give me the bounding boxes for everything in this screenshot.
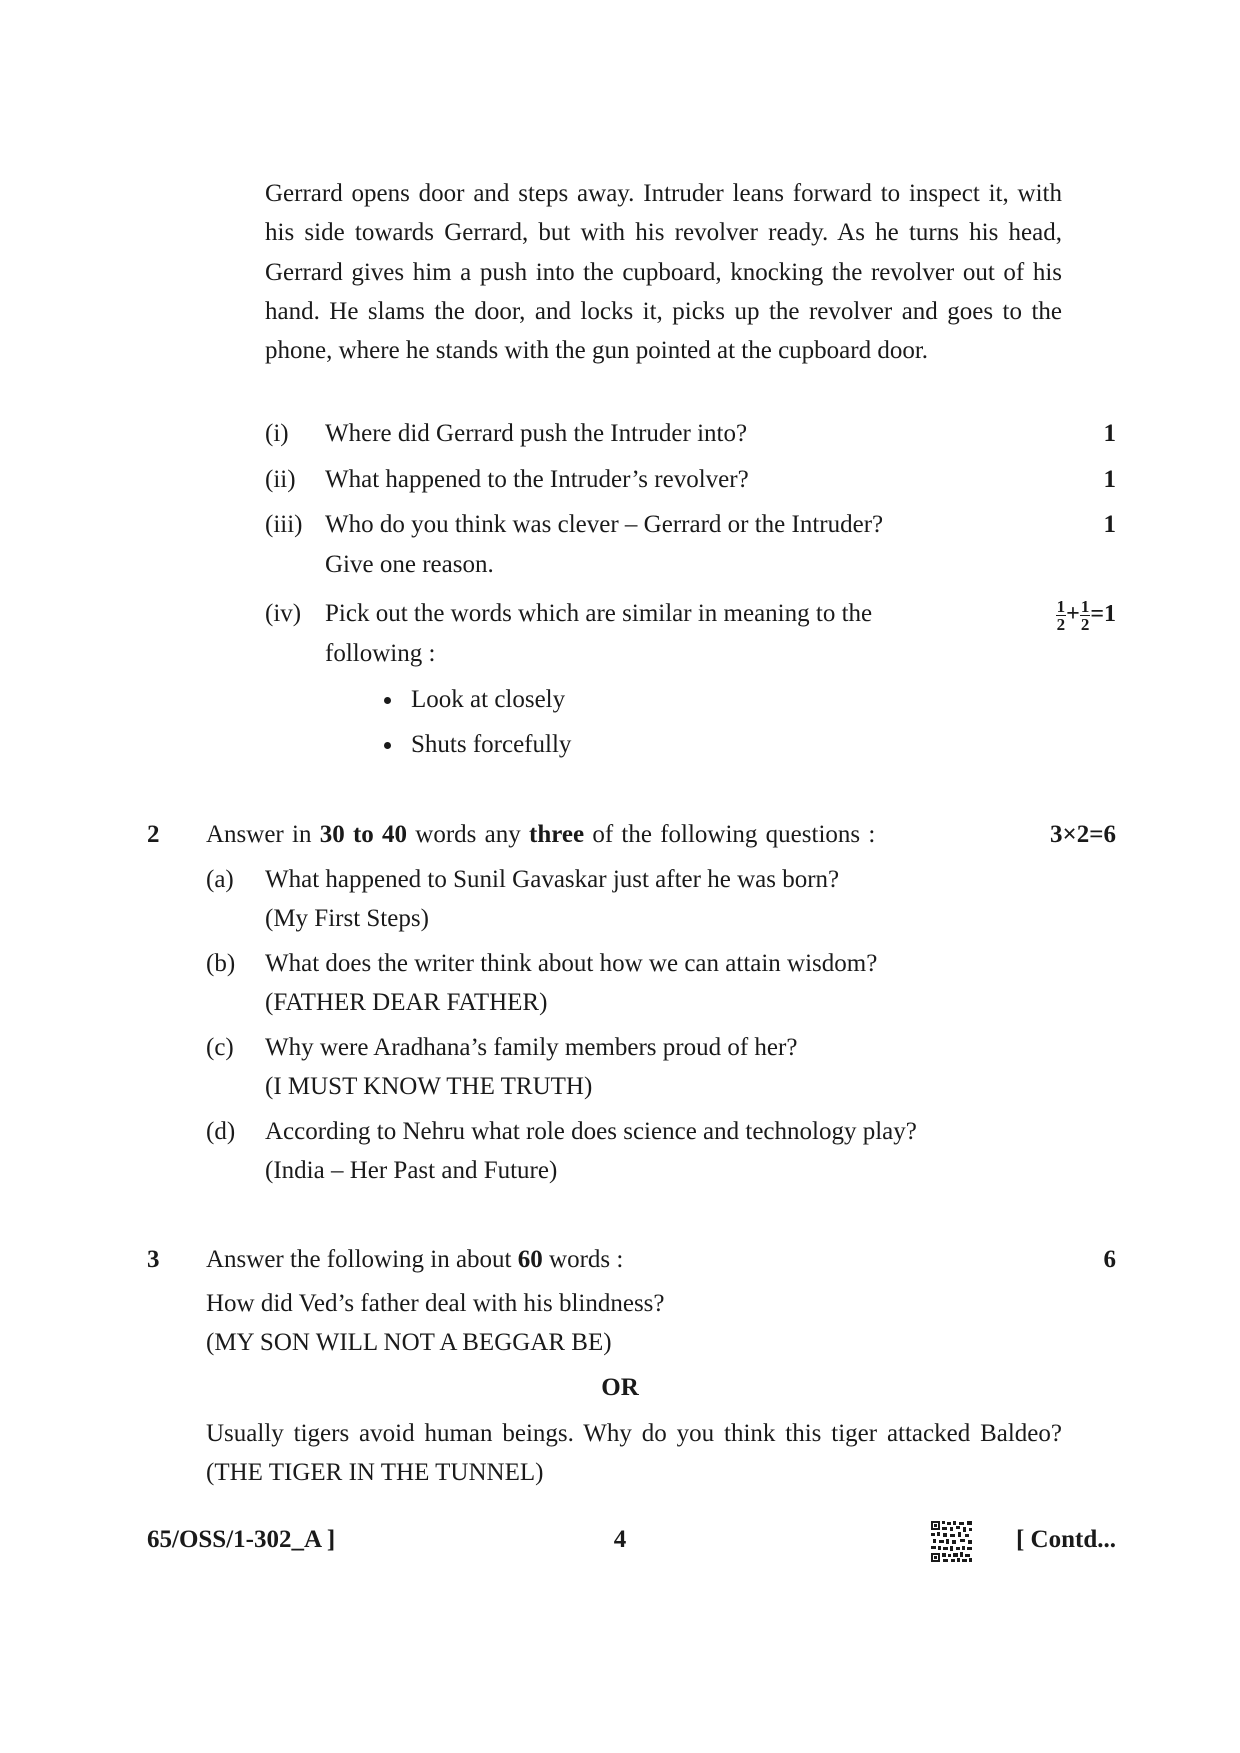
q1-part-ii-text: What happened to the Intruder’s revolver?	[325, 466, 749, 493]
q1-bullet-1-text: Look at closely	[411, 686, 566, 713]
q2-item-c-text: Why were Aradhana’s family members proud of her?	[265, 1034, 798, 1061]
q2-item-a	[0, 860, 1240, 900]
q1-part-ii-marks: 1	[1103, 466, 1116, 493]
q2-item-b	[0, 944, 1240, 984]
q1-part-iv-cont	[0, 634, 1240, 674]
continued-label: [ Contd...	[1015, 1526, 1116, 1553]
q1-part-iii-text2: Give one reason.	[325, 551, 494, 578]
half-fraction-2: $\frac{1}{2}$	[1080, 596, 1090, 634]
bullet-dot	[384, 742, 391, 749]
q2-item-c-source-row	[0, 1067, 1240, 1107]
comprehension-passage: Gerrard opens door and steps away. Intruder leans forward to inspect it, with his side towards Gerrard, but with his revolver ready. As he turns his head, Gerrard gives him a push into the cupboard, knocking the revolver out of his hand. He slams the door, and locks it, picks up the revolver and goes to the phone, where he stands with the gun pointed at the cupboard door.	[265, 180, 1062, 365]
q2-item-a-label: (a)	[206, 866, 234, 893]
q1-part-i-marks: 1	[1103, 420, 1116, 447]
q1-part-ii-label: (ii)	[265, 466, 296, 493]
paper-code: 65/OSS/1-302_A ]	[147, 1526, 336, 1553]
q2-instruction: Answer in 30 to 40 words any three of the following questions :	[206, 821, 876, 848]
q3-or: OR	[601, 1374, 639, 1401]
q3-instruction: Answer the following in about 60 words :	[206, 1246, 624, 1273]
q2-item-d	[0, 1112, 1240, 1152]
q2-item-d-source-row	[0, 1151, 1240, 1191]
q2-header	[0, 815, 1240, 855]
q2-item-c-label: (c)	[206, 1034, 234, 1061]
q1-part-ii	[0, 460, 1240, 500]
q3-marks: 6	[1103, 1246, 1116, 1273]
q1-bullet-1	[0, 680, 1240, 720]
q1-bullet-2-text: Shuts forcefully	[411, 731, 572, 758]
q1-part-i	[0, 414, 1240, 454]
q1-part-iii-marks: 1	[1103, 511, 1116, 538]
q2-item-b-source-row	[0, 983, 1240, 1023]
q3-source: (MY SON WILL NOT A BEGGAR BE)	[206, 1329, 612, 1356]
q2-item-c	[0, 1028, 1240, 1068]
half-fraction-1: $\frac{1}{2}$	[1056, 596, 1066, 634]
q3-alternative: Usually tigers avoid human beings. Why do you think this tiger attacked Baldeo? (THE TIGER IN THE TUNNEL)	[206, 1420, 1062, 1487]
q2-item-a-source: (My First Steps)	[265, 905, 429, 932]
q2-item-a-text: What happened to Sunil Gavaskar just after he was born?	[265, 866, 840, 893]
q1-part-i-label: (i)	[265, 420, 289, 447]
q2-item-a-source-row	[0, 899, 1240, 939]
q2-marks: 3×2=6	[1050, 821, 1116, 848]
q2-item-c-source: (I MUST KNOW THE TRUTH)	[265, 1073, 593, 1100]
q2-item-d-label: (d)	[206, 1118, 236, 1145]
q1-part-iv	[0, 594, 1240, 634]
q1-part-iv-text2: following :	[325, 640, 436, 667]
q1-part-i-text: Where did Gerrard push the Intruder into?	[325, 420, 748, 447]
q1-bullet-2	[0, 725, 1240, 765]
q2-item-b-label: (b)	[206, 950, 236, 977]
q3-header	[0, 1240, 1240, 1280]
q1-part-iii-cont	[0, 545, 1240, 585]
q1-part-iv-label: (iv)	[265, 600, 302, 627]
qr-code-icon	[931, 1521, 972, 1562]
q3-number: 3	[147, 1246, 160, 1273]
q2-item-b-text: What does the writer think about how we can attain wisdom?	[265, 950, 878, 977]
q1-part-iii-label: (iii)	[265, 511, 303, 538]
q2-item-d-source: (India – Her Past and Future)	[265, 1157, 558, 1184]
q1-part-iv-text: Pick out the words which are similar in meaning to the	[325, 600, 873, 627]
q2-item-b-source: (FATHER DEAR FATHER)	[265, 989, 548, 1016]
q1-part-iii	[0, 505, 1240, 545]
q2-item-d-text: According to Nehru what role does science and technology play?	[265, 1118, 917, 1145]
q2-number: 2	[147, 821, 160, 848]
bullet-dot	[384, 697, 391, 704]
q1-part-iii-text: Who do you think was clever – Gerrard or the Intruder?	[325, 511, 884, 538]
q3-question-row	[0, 1284, 1240, 1324]
page-number: 4	[613, 1526, 627, 1553]
q3-source-row	[0, 1323, 1240, 1363]
q3-question: How did Ved’s father deal with his blindness?	[206, 1290, 665, 1317]
q1-part-iv-marks: $\frac{1}{2}$ + $\frac{1}{2}$ =1	[1056, 596, 1116, 634]
